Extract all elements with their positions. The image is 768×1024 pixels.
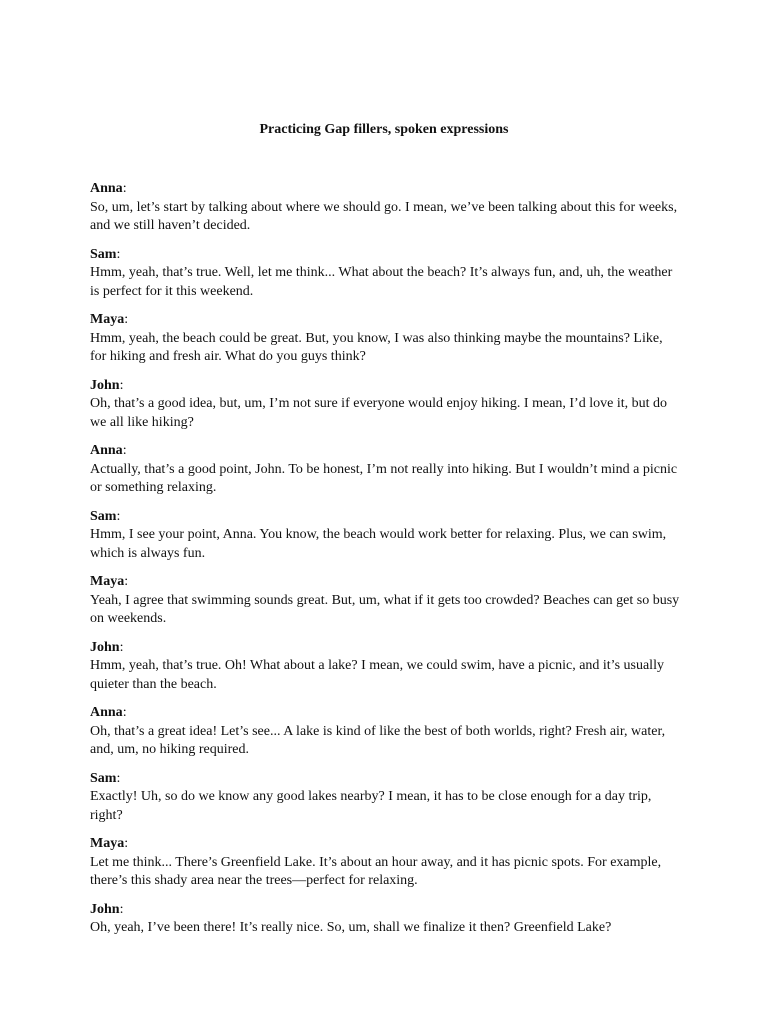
speaker-line [90,573,682,592]
utterance-text: Hmm, yeah, that’s true. Oh! What about a lake? I mean, we could swim, have a picnic, and it’s usually quieter than the beach. [90,658,664,692]
speaker-colon: : [122,181,127,196]
utterance-text: Exactly! Uh, so do we know any good lakes nearby? I mean, it has to be close enough for a day trip, right? [90,789,652,823]
speaker-colon: : [116,508,121,524]
speaker-colon: : [124,312,129,327]
dialogue-turn [90,639,682,695]
utterance-text: Hmm, I see your point, Anna. You know, the beach would work better for relaxing. Plus, we can swim, which is always fun. [90,527,667,561]
speaker-line [90,311,682,330]
utterance-text: Oh, that’s a good idea, but, um, I’m not sure if everyone would enjoy hiking. I mean, I’d love it, but do we all like hiking? [90,396,667,430]
utterance-text: Hmm, yeah, the beach could be great. But, you know, I was also thinking maybe the mountains? Like, for hiking and fresh air. What do you guys think? [90,330,663,364]
speaker-colon: : [124,836,129,851]
document-title: Practicing Gap fillers, spoken expressions [259,122,509,137]
speaker-colon: : [122,705,127,720]
speaker-name: John [90,377,120,393]
speaker-line [90,246,682,265]
dialogue-turn [90,770,682,826]
speaker-line [90,508,682,527]
utterance-text: So, um, let’s start by talking about where we should go. I mean, we’ve been talking about this for weeks, and we still haven’t decided. [90,199,678,233]
speaker-name: Maya [90,312,125,327]
dialogue-turn [90,508,682,564]
utterance-text: Let me think... There’s Greenfield Lake. It’s about an hour away, and it has picnic spots. For example, there’s this shady area near the trees—perfect for relaxing. [90,854,662,888]
dialogue [90,180,682,948]
utterance-text: Yeah, I agree that swimming sounds great. But, um, what if it gets too crowded? Beaches can get so busy on weekends. [90,592,680,626]
speaker-colon: : [124,574,129,589]
dialogue-turn [90,180,682,236]
speaker-line [90,377,682,396]
speaker-line [90,442,682,461]
speaker-colon: : [119,377,124,393]
dialogue-turn [90,311,682,367]
speaker-colon: : [116,770,121,786]
utterance-text: Oh, yeah, I’ve been there! It’s really nice. So, um, shall we finalize it then? Greenfield Lake? [90,920,612,935]
speaker-line [90,180,682,199]
dialogue-turn [90,442,682,498]
dialogue-turn [90,901,682,938]
speaker-name: Anna [90,443,123,458]
speaker-name: John [90,901,120,917]
speaker-name: John [90,639,120,655]
dialogue-turn [90,246,682,302]
speaker-line [90,704,682,723]
speaker-colon: : [119,901,124,917]
speaker-name: Anna [90,705,123,720]
speaker-name: Sam [90,246,117,262]
speaker-name: Sam [90,770,117,786]
utterance-text: Hmm, yeah, that’s true. Well, let me think... What about the beach? It’s always fun, and, uh, the weather is perfect for it this weekend. [90,265,673,299]
utterance-text: Oh, that’s a great idea! Let’s see... A lake is kind of like the best of both worlds, right? Fresh air, water, and, um, no hiking required. [90,723,666,757]
speaker-line [90,770,682,789]
dialogue-turn [90,573,682,629]
speaker-line [90,639,682,658]
speaker-name: Maya [90,836,125,851]
speaker-name: Sam [90,508,117,524]
speaker-name: Anna [90,181,123,196]
dialogue-turn [90,835,682,891]
speaker-name: Maya [90,574,125,589]
speaker-colon: : [116,246,121,262]
utterance-text: Actually, that’s a good point, John. To be honest, I’m not really into hiking. But I wouldn’t mind a picnic or something relaxing. [90,461,678,495]
dialogue-turn [90,704,682,760]
speaker-line [90,901,682,920]
speaker-line [90,835,682,854]
speaker-colon: : [122,443,127,458]
dialogue-turn [90,377,682,433]
speaker-colon: : [119,639,124,655]
